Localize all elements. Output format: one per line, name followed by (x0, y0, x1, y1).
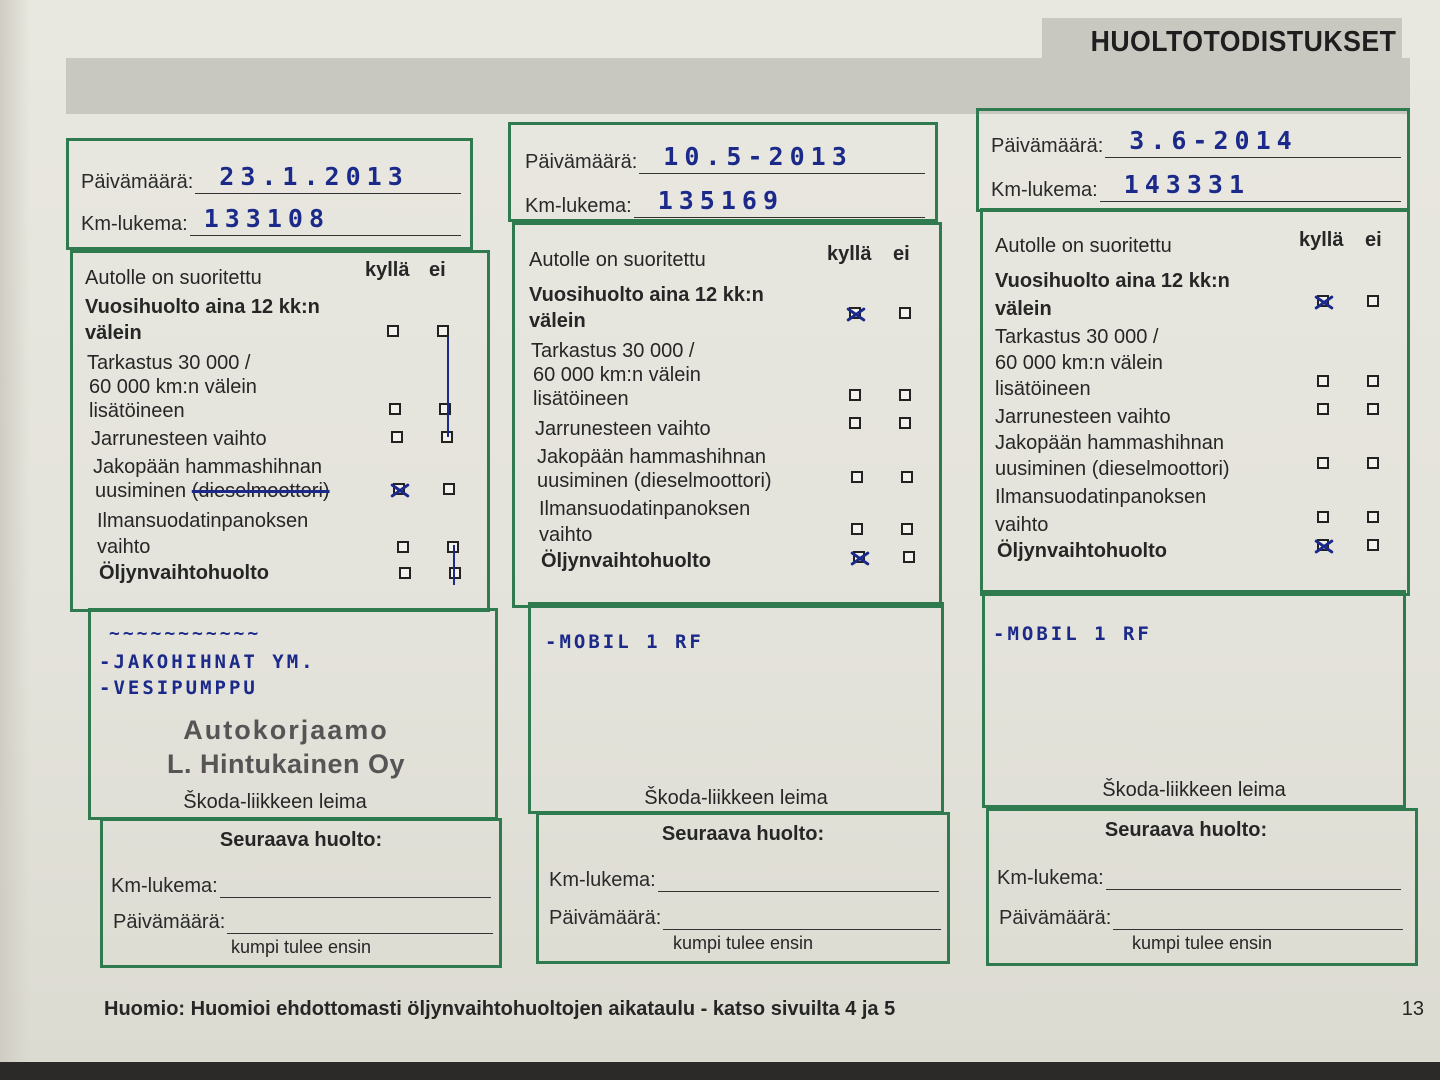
next-date-field[interactable] (663, 905, 941, 930)
cert2-brake-yes-checkbox[interactable] (849, 417, 861, 429)
next-date-label: Päivämäärä: (113, 911, 226, 933)
item-inspection-3: lisätöineen (533, 388, 629, 410)
item-inspection-3: lisätöineen (89, 400, 185, 422)
cert3-air-no-checkbox[interactable] (1367, 511, 1379, 523)
cert3-km-value: 143331 (1123, 170, 1251, 199)
next-km-label: Km-lukema: (997, 867, 1104, 889)
item-air-filter: Ilmansuodatinpanoksen (97, 510, 309, 532)
cert3-note-1: -MOBIL 1 RF (993, 623, 1152, 645)
cert3-annual-yes-checkbox[interactable] (1317, 295, 1329, 307)
stamp-label: Škoda-liikkeen leima (644, 787, 828, 809)
date-label: Päivämäärä: (81, 171, 194, 193)
km-label: Km-lukema: (81, 213, 188, 235)
item-brake-fluid: Jarrunesteen vaihto (995, 406, 1171, 428)
cert1-header-box (66, 138, 473, 250)
page-edge-shadow (0, 0, 30, 1062)
performed-label: Autolle on suoritettu (85, 267, 262, 289)
cert2-timing-yes-checkbox[interactable] (851, 471, 863, 483)
item-annual-service: Vuosihuolto aina 12 kk:n (995, 270, 1230, 292)
cert1-date-value: 23.1.2013 (219, 162, 409, 191)
page-title: HUOLTOTODISTUKSET (1090, 26, 1396, 58)
item-inspection-2: 60 000 km:n välein (89, 376, 257, 398)
cert1-inspection-no-checkbox[interactable] (439, 403, 451, 415)
item-timing-belt-2: uusiminen (dieselmoottori) (995, 458, 1230, 480)
cert1-annual-no-checkbox[interactable] (437, 325, 449, 337)
cert3-next-service-box (986, 808, 1418, 966)
cert2-oil-no-checkbox[interactable] (903, 551, 915, 563)
cert3-timing-yes-checkbox[interactable] (1317, 457, 1329, 469)
item-oil-change: Öljynvaihtohuolto (99, 562, 269, 584)
cert3-inspection-no-checkbox[interactable] (1367, 375, 1379, 387)
km-label: Km-lukema: (991, 179, 1098, 201)
cert2-date-value: 10.5-2013 (663, 142, 853, 171)
cert1-stamp-box (88, 608, 498, 820)
cert1-brake-yes-checkbox[interactable] (391, 431, 403, 443)
cert2-next-service-box (536, 812, 950, 964)
footer-note: Huomio: Huomioi ehdottomasti öljynvaihtohuoltojen aikataulu - katso sivuilta 4 ja 5 (104, 998, 896, 1020)
cert1-oil-no-checkbox[interactable] (449, 567, 461, 579)
cert2-timing-no-checkbox[interactable] (901, 471, 913, 483)
cert3-oil-yes-checkbox[interactable] (1317, 539, 1329, 551)
next-km-label: Km-lukema: (549, 869, 656, 891)
item-inspection-2: 60 000 km:n välein (533, 364, 701, 386)
item-inspection-2: 60 000 km:n välein (995, 352, 1163, 374)
date-label: Päivämäärä: (991, 135, 1104, 157)
whichever-first-label: kumpi tulee ensin (672, 933, 814, 953)
cert2-annual-yes-checkbox[interactable] (849, 307, 861, 319)
cert1-note-1: -JAKOHIHNAT YM. (99, 651, 316, 673)
cert1-km-value: 133108 (203, 204, 331, 233)
cert1-timing-no-checkbox[interactable] (443, 483, 455, 495)
performed-label: Autolle on suoritettu (529, 249, 706, 271)
no-label: ei (1365, 229, 1382, 251)
item-air-filter-2: vaihto (995, 514, 1049, 536)
next-km-field[interactable] (1106, 865, 1401, 890)
next-km-field[interactable] (220, 873, 491, 898)
cert3-air-yes-checkbox[interactable] (1317, 511, 1329, 523)
next-date-field[interactable] (1113, 905, 1403, 930)
cert1-air-yes-checkbox[interactable] (397, 541, 409, 553)
cert3-header-box (976, 108, 1410, 212)
cert1-annual-yes-checkbox[interactable] (387, 325, 399, 337)
whichever-first-label: kumpi tulee ensin (230, 937, 372, 957)
cert3-stamp-box (982, 590, 1406, 808)
next-km-label: Km-lukema: (111, 875, 218, 897)
item-air-filter: Ilmansuodatinpanoksen (995, 486, 1207, 508)
cert2-air-yes-checkbox[interactable] (851, 523, 863, 535)
cert1-inspection-yes-checkbox[interactable] (389, 403, 401, 415)
item-brake-fluid: Jarrunesteen vaihto (91, 428, 267, 450)
item-timing-belt-2: uusiminen (dieselmoottori) (537, 470, 772, 492)
workshop-stamp: Autokorjaamo L. Hintukainen Oy (166, 715, 406, 779)
item-annual-service-2: välein (85, 322, 142, 344)
item-annual-service: Vuosihuolto aina 12 kk:n (529, 284, 764, 306)
cert2-note-1: -MOBIL 1 RF (545, 631, 704, 653)
no-label: ei (429, 259, 446, 281)
item-inspection: Tarkastus 30 000 / (531, 340, 695, 362)
item-air-filter-2: vaihto (539, 524, 593, 546)
item-brake-fluid: Jarrunesteen vaihto (535, 418, 711, 440)
next-service-label: Seuraava huolto: (1104, 819, 1268, 841)
yes-label: kyllä (827, 243, 872, 265)
km-label: Km-lukema: (525, 195, 632, 217)
next-km-field[interactable] (658, 867, 939, 892)
cert2-inspection-yes-checkbox[interactable] (849, 389, 861, 401)
performed-label: Autolle on suoritettu (995, 235, 1172, 257)
cert3-annual-no-checkbox[interactable] (1367, 295, 1379, 307)
item-annual-service-2: välein (529, 310, 586, 332)
handwritten-bracket (447, 337, 449, 437)
cert3-brake-no-checkbox[interactable] (1367, 403, 1379, 415)
cert2-air-no-checkbox[interactable] (901, 523, 913, 535)
stamp-label: Škoda-liikkeen leima (183, 791, 367, 813)
yes-label: kyllä (1299, 229, 1344, 251)
item-timing-belt-2: uusiminen (dieselmoottori) (95, 480, 330, 502)
item-air-filter: Ilmansuodatinpanoksen (539, 498, 751, 520)
handwritten-bracket-2 (453, 545, 455, 585)
item-timing-belt: Jakopään hammashihnan (537, 446, 767, 468)
cert3-timing-no-checkbox[interactable] (1367, 457, 1379, 469)
page-number: 13 (1401, 998, 1424, 1020)
next-service-label: Seuraava huolto: (219, 829, 383, 851)
cert3-oil-no-checkbox[interactable] (1367, 539, 1379, 551)
cert2-checklist-box (512, 222, 942, 608)
yes-label: kyllä (365, 259, 410, 281)
item-inspection: Tarkastus 30 000 / (87, 352, 251, 374)
item-annual-service: Vuosihuolto aina 12 kk:n (85, 296, 320, 318)
item-inspection-3: lisätöineen (995, 378, 1091, 400)
next-service-label: Seuraava huolto: (661, 823, 825, 845)
cert1-note-2: -VESIPUMPPU (99, 677, 258, 699)
item-oil-change: Öljynvaihtohuolto (541, 550, 711, 572)
item-timing-belt: Jakopään hammashihnan (93, 456, 323, 478)
item-annual-service-2: välein (995, 298, 1052, 320)
date-label: Päivämäärä: (525, 151, 638, 173)
cert3-inspection-yes-checkbox[interactable] (1317, 375, 1329, 387)
item-timing-belt: Jakopään hammashihnan (995, 432, 1225, 454)
cert3-date-value: 3.6-2014 (1129, 126, 1298, 155)
header-band (66, 58, 1410, 114)
stamp-label: Škoda-liikkeen leima (1102, 779, 1286, 801)
cert1-next-service-box (100, 818, 502, 968)
cert2-stamp-box (528, 602, 944, 814)
cert3-checklist-box (980, 208, 1410, 596)
cert1-note-scribble: ~~~~~~~~~~~ (109, 623, 262, 644)
cert3-brake-yes-checkbox[interactable] (1317, 403, 1329, 415)
cert1-checklist-box (70, 250, 490, 612)
next-date-field[interactable] (227, 909, 493, 934)
no-label: ei (893, 243, 910, 265)
cert1-oil-yes-checkbox[interactable] (399, 567, 411, 579)
cert2-km-value: 135169 (657, 186, 785, 215)
item-oil-change: Öljynvaihtohuolto (997, 540, 1167, 562)
cert2-header-box (508, 122, 938, 222)
cert1-timing-yes-checkbox[interactable] (393, 483, 405, 495)
next-date-label: Päivämäärä: (999, 907, 1112, 929)
next-date-label: Päivämäärä: (549, 907, 662, 929)
cert2-oil-yes-checkbox[interactable] (853, 551, 865, 563)
item-air-filter-2: vaihto (97, 536, 151, 558)
cert2-annual-no-checkbox[interactable] (899, 307, 911, 319)
cert2-brake-no-checkbox[interactable] (899, 417, 911, 429)
whichever-first-label: kumpi tulee ensin (1131, 933, 1273, 953)
item-inspection: Tarkastus 30 000 / (995, 326, 1159, 348)
cert2-inspection-no-checkbox[interactable] (899, 389, 911, 401)
